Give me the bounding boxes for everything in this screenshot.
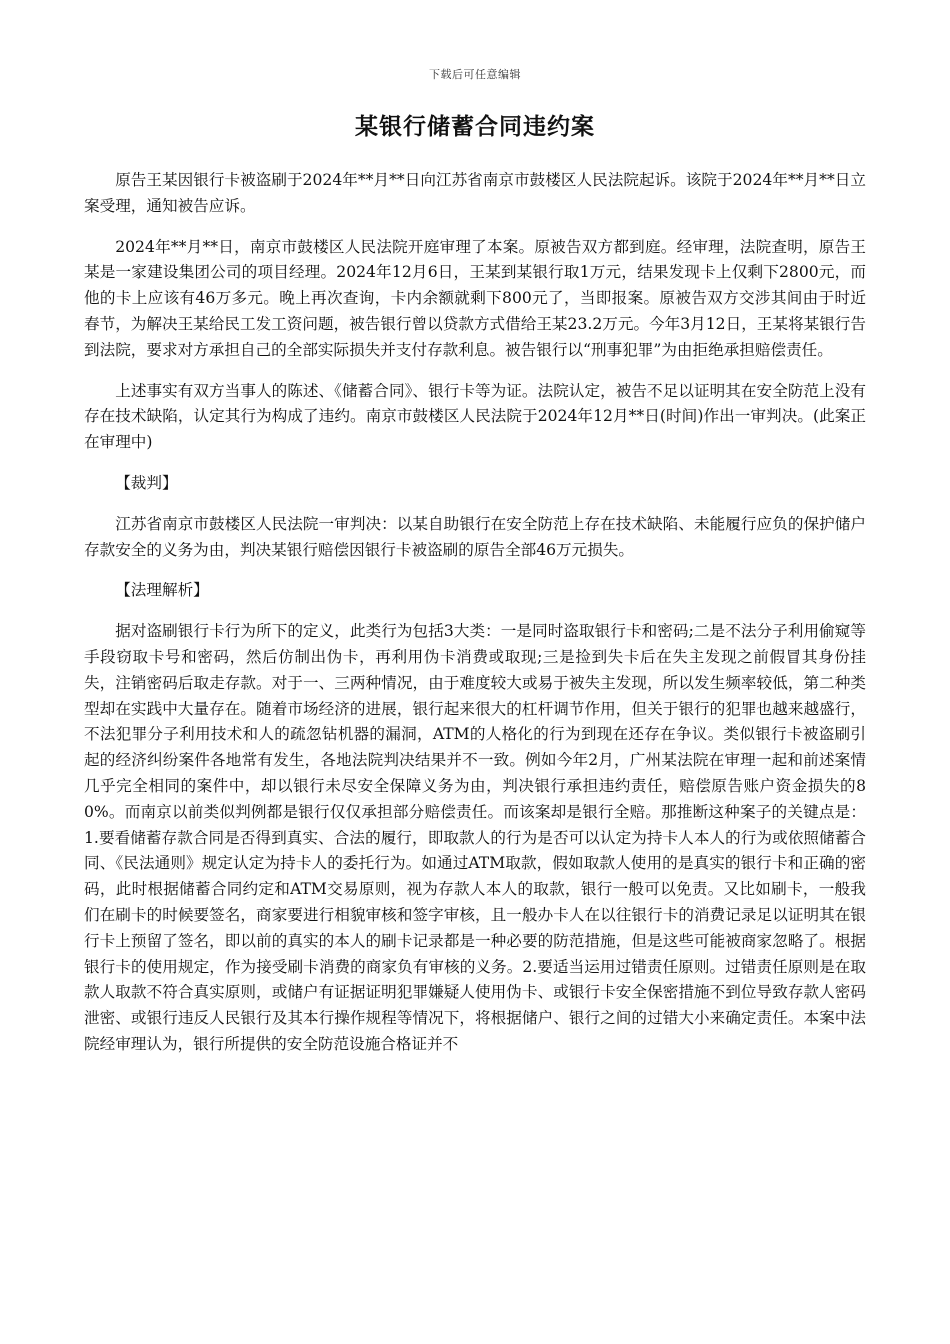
document-body bbox=[84, 168, 866, 1073]
paragraph-case-filing: 原告王某因银行卡被盗刷于2024年**月**日向江苏省南京市鼓楼区人民法院起诉。该院于2024年**月**日立案受理，通知被告应诉。 bbox=[84, 171, 866, 215]
paragraph-trial-facts: 2024年**月**日，南京市鼓楼区人民法院开庭审理了本案。原被告双方都到庭。经审理，法院查明，原告王某是一家建设集团公司的项目经理。2024年12月6日，王某到某银行取1万元，结果发现卡上仅剩下2800元，而他的卡上应该有46万多元。晚上再次查询，卡内余额就剩下800元了，当即报案。原被告双方交涉其间由于时近春节，为解决王某给民工发工资问题，被告银行曾以贷款方式借给王某23.2万元。今年3月12日，王某将某银行告到法院，要求对方承担自己的全部实际损失并支付存款利息。被告银行以“刑事犯罪”为由拒绝承担赔偿责任。 bbox=[84, 237, 866, 359]
paragraph-analysis: 据对盗刷银行卡行为所下的定义，此类行为包括3大类：一是同时盗取银行卡和密码;二是不法分子利用偷窥等手段窃取卡号和密码，然后仿制出伪卡，再利用伪卡消费或取现;三是捡到失卡后在失主发现之前假冒其身份挂失，注销密码后取走存款。对于一、三两种情况，由于难度较大或易于被失主发现，所以发生频率较低，第二种类型却在实践中大量存在。随着市场经济的进展，银行起来很大的杠杆调节作用，但关于银行的犯罪也越来越盛行，不法犯罪分子利用技术和人的疏忽钻机器的漏洞，ATM的人格化的行为到现在还存在争议。类似银行卡被盗刷引起的经济纠纷案件各地常有发生，各地法院判决结果并不一致。例如今年2月，广州某法院在审理一起和前述案情几乎完全相同的案件中，却以银行未尽安全保障义务为由，判决银行承担违约责任，赔偿原告账户资金损失的80%。而南京以前类似判例都是银行仅仅承担部分赔偿责任。而该案却是银行全赔。那推断这种案子的关键点是：1.要看储蓄存款合同是否得到真实、合法的履行，即取款人的行为是否可以认定为持卡人本人的行为或依照储蓄合同、《民法通则》规定认定为持卡人的委托行为。如通过ATM取款，假如取款人使用的是真实的银行卡和正确的密码，此时根据储蓄合同约定和ATM交易原则，视为存款人本人的取款，银行一般可以免责。又比如刷卡，一般我们在刷卡的时候要签名，商家要进行相貌审核和签字审核，且一般办卡人在以往银行卡的消费记录足以证明其在银行卡上预留了签名，即以前的真实的本人的刷卡记录都是一种必要的防范措施，但是这些可能被商家忽略了。根据银行卡的使用规定，作为接受刷卡消费的商家负有审核的义务。2.要适当运用过错责任原则。过错责任原则是在取款人取款不符合真实原则，或储户有证据证明犯罪嫌疑人使用伪卡、或银行卡安全保密措施不到位导致存款人密码泄密、或银行违反人民银行及其本行操作规程等情况下，将根据储户、银行之间的过错大小来确定责任。本案中法院经审理认为，银行所提供的安全防范设施合格证并不 bbox=[84, 622, 866, 1053]
section-heading-judgment: 【裁判】 bbox=[115, 473, 178, 492]
paragraph-judgment: 江苏省南京市鼓楼区人民法院一审判决：以某自助银行在安全防范上存在技术缺陷、未能履行应负的保护储户存款安全的义务为由，判决某银行赔偿因银行卡被盗刷的原告全部46万元损失。 bbox=[84, 514, 866, 559]
section-heading-analysis: 【法理解析】 bbox=[115, 581, 209, 600]
paragraph-evidence: 上述事实有双方当事人的陈述、《储蓄合同》、银行卡等为证。法院认定，被告不足以证明其在安全防范上没有存在技术缺陷，认定其行为构成了违约。南京市鼓楼区人民法院于2024年12月**日(时间)作出一审判决。(此案正在审理中) bbox=[84, 381, 866, 452]
header-note: 下载后可任意编辑 bbox=[429, 68, 521, 81]
document-title: 某银行储蓄合同违约案 bbox=[355, 113, 595, 140]
